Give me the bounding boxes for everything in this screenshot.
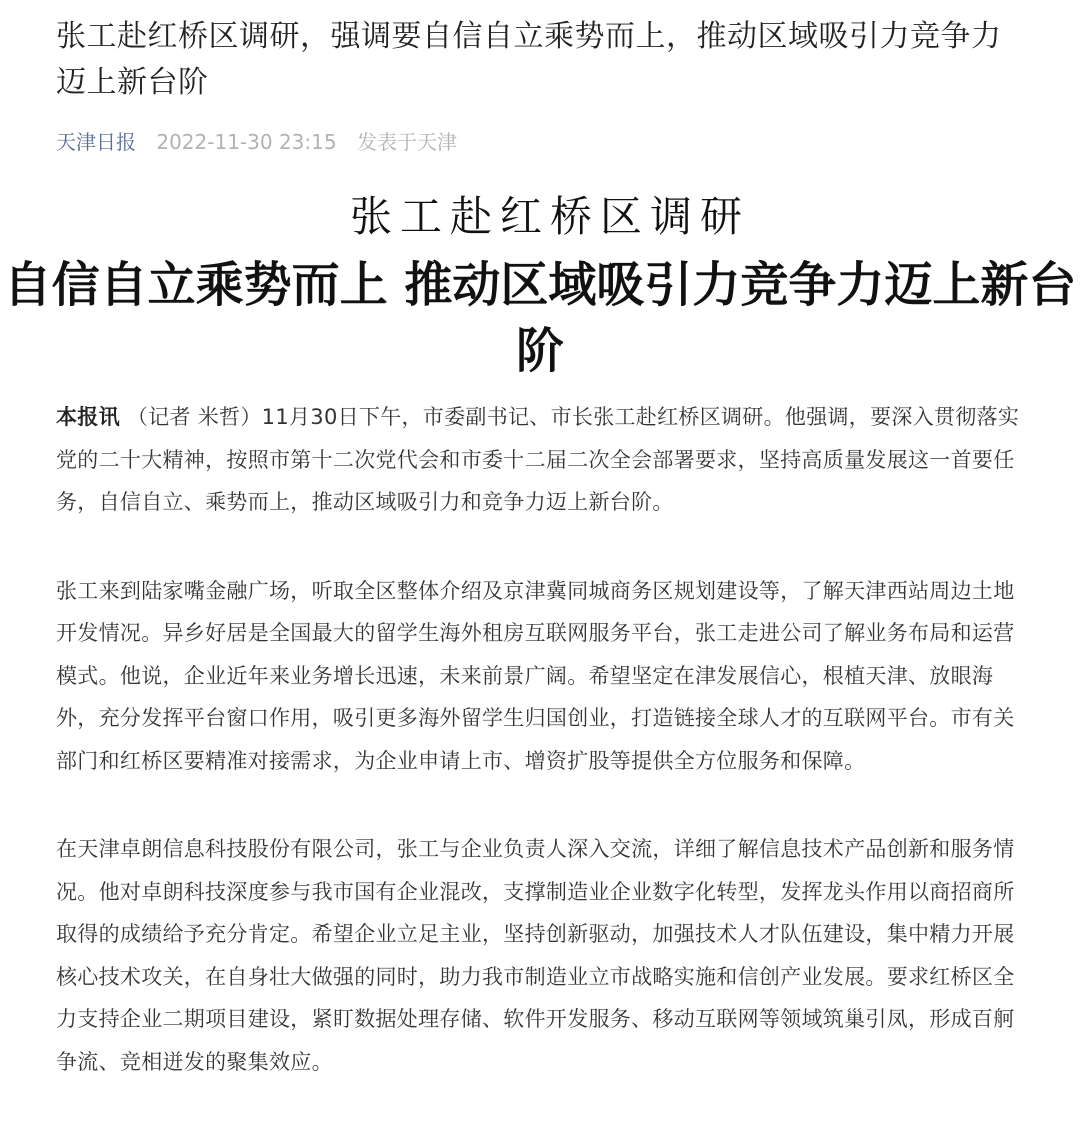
publish-time: 2022-11-30 23:15 [156, 130, 337, 154]
article-title: 张工赴红桥区调研，强调要自信自立乘势而上，推动区域吸引力竞争力迈上新台阶 [56, 19, 1002, 100]
dateline-lead: 本报讯 [56, 405, 120, 429]
publish-location: 发表于天津 [356, 130, 457, 154]
headline-banner-image [0, 188, 1080, 379]
paragraph-2: 张工来到陆家嘴金融广场，听取全区整体介绍及京津冀同城商务区规划建设等，了解天津西站周边土地开发情况。异乡好居是全国最大的留学生海外租房互联网服务平台，张工走进公司了解业务布局和运营模式。他说，企业近年来业务增长迅速，未来前景广阔。希望坚定在津发展信心，根植天津、放眼海外，充分发挥平台窗口作用，吸引更多海外留学生归国创业，打造链接全球人才的互联网平台。市有关部门和红桥区要精准对接需求，为企业申请上市、增资扩股等提供全方位服务和保障。 [56, 578, 1015, 773]
paragraph-3: 在天津卓朗信息科技股份有限公司，张工与企业负责人深入交流，详细了解信息技术产品创新和服务情况。他对卓朗科技深度参与我市国有企业混改，支撑制造业企业数字化转型，发挥龙头作用以商招商所取得的成绩给予充分肯定。希望企业立足主业，坚持创新驱动，加强技术人才队伍建设，集中精力开展核心技术攻关，在自身壮大做强的同时，助力我市制造业立市战略实施和信创产业发展。要求红桥区全力支持企业二期项目建设，紧盯数据处理存储、软件开发服务、移动互联网等领域筑巢引凤，形成百舸争流、竞相迸发的聚集效应。 [56, 837, 1015, 1074]
banner-headline-main: 自信自立乘势而上 推动区域吸引力竞争力迈上新台阶 [3, 257, 1077, 379]
article-header [56, 0, 1026, 156]
source-link[interactable]: 天津日报 [56, 130, 136, 154]
banner-headline-top: 张工赴红桥区调研 [349, 192, 750, 241]
article-meta [56, 128, 1026, 156]
article-body [56, 396, 1026, 1129]
paragraph-1-text: （记者 米哲）11月30日下午，市委副书记、市长张工赴红桥区调研。他强调，要深入贯彻落实党的二十大精神，按照市第十二次党代会和市委十二届二次全会部署要求，坚持高质量发展这一首要任务，自信自立、乘势而上，推动区域吸引力和竞争力迈上新台阶。 [56, 405, 1020, 514]
paragraph-1 [56, 396, 1026, 524]
